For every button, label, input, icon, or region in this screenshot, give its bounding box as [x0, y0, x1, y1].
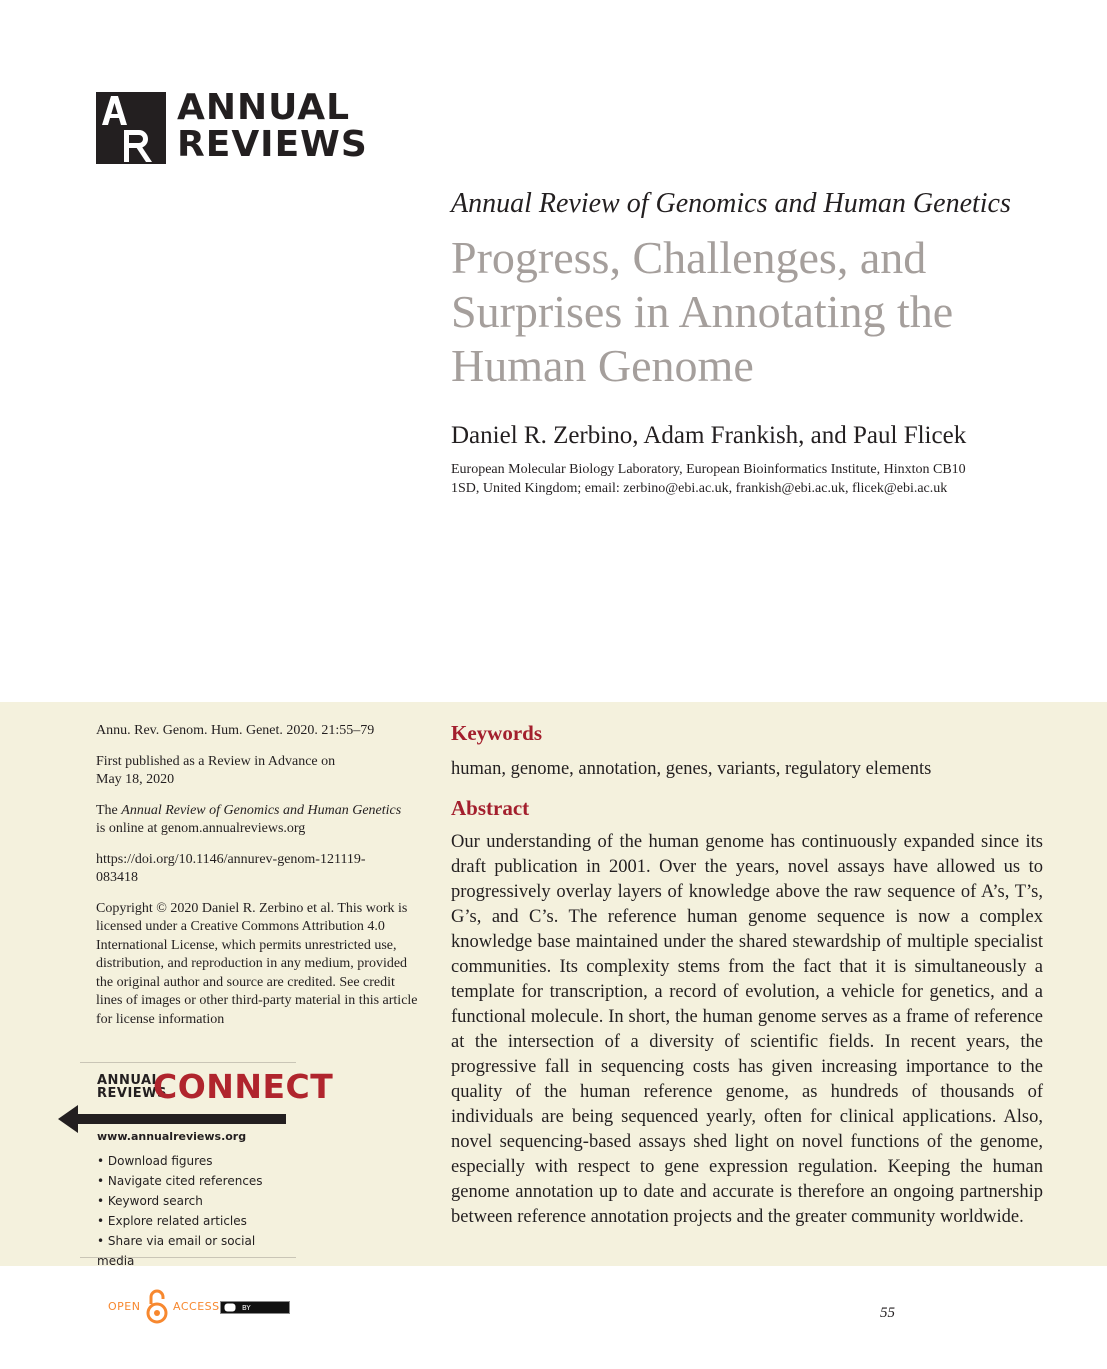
logo-line-2: REVIEWS [177, 124, 368, 165]
list-item: • Download figures [97, 1151, 296, 1171]
article-metadata [96, 722, 421, 1041]
connect-small-line-2: REVIEWS [97, 1086, 167, 1101]
published-line-1: First published as a Review in Advance on [96, 753, 336, 769]
logo-line-1: ANNUAL [177, 87, 351, 128]
open-access-lock-icon [145, 1288, 169, 1324]
connect-small-line-1: ANNUAL [97, 1073, 161, 1088]
list-item: • Keyword search [97, 1191, 296, 1211]
connect-feature-list [97, 1151, 296, 1271]
online-journal: Annual Review of Genomics and Human Genetics [121, 802, 402, 818]
published-date [96, 753, 421, 790]
list-item: • Share via email or social media [97, 1231, 296, 1271]
article-title [451, 231, 1071, 393]
annual-reviews-logo [96, 87, 371, 166]
journal-name: Annual Review of Genomics and Human Genetics [451, 188, 1011, 219]
affiliation-line-1: European Molecular Biology Laboratory, European Bioinformatics Institute, Hinxton CB10 [451, 462, 966, 477]
doi-line-1: https://doi.org/10.1146/annurev-genom-121119- [96, 851, 366, 867]
page-number: 55 [880, 1305, 895, 1321]
online-suffix: is online at genom.annualreviews.org [96, 821, 306, 836]
cc-icon [224, 1303, 236, 1312]
title-line-2: Surprises in Annotating the [451, 286, 954, 337]
keywords-heading: Keywords [451, 721, 542, 745]
copyright-notice: Copyright © 2020 Daniel R. Zerbino et al. This work is licensed under a Creative Commons Attribution 4.0 International License, which permits unrestricted use, distribution, and reproduction in any medium, provided the original author and source are credited. See credit lines of images or other third-party material in this article for license information [96, 900, 418, 1027]
connect-url[interactable]: www.annualreviews.org [97, 1130, 247, 1143]
title-line-3: Human Genome [451, 340, 754, 391]
title-line-1: Progress, Challenges, and [451, 232, 927, 283]
abstract-body: Our understanding of the human genome has continuously expanded since its draft publication in 2001. Over the years, novel assays have allowed us to progressively overlay layers of knowledge above the raw sequence of A’s, T’s, G’s, and C’s. The reference human genome sequence is now a complex knowledge base maintained under the shared stewardship of multiple specialist communities. Its complexity stems from the fact that it is simultaneously a template for transcription, a record of evolution, a vehicle for genetics, and a functional molecule. In short, the human genome serves as a frame of reference at the intersection of a diversity of scientific fields. In recent years, the progressive fall in sequencing costs has given increasing importance to the quality of the human reference genome, as hundreds of thousands of individuals are being sequenced yearly, often for clinical applications. Also, novel sequencing-based assays shed light on novel functions of the genome, especially with respect to gene expression regulation. Keeping the human genome annotation up to date and accurate is therefore an ongoing partnership between reference annotation projects and the greater community worldwide. [451, 832, 1043, 1227]
ar-logo-mark-icon [96, 92, 166, 164]
annual-reviews-connect-box[interactable] [80, 1062, 334, 1268]
doi-line-2: 083418 [96, 870, 138, 885]
affiliation-line-2: 1SD, United Kingdom; email: zerbino@ebi.ac.uk, frankish@ebi.ac.uk, flicek@ebi.ac.uk [451, 481, 948, 496]
authors: Daniel R. Zerbino, Adam Frankish, and Paul Flicek [451, 422, 967, 449]
open-access-badge [108, 1288, 298, 1324]
online-note [96, 802, 421, 839]
affiliation [451, 460, 1031, 498]
doi-link[interactable] [96, 851, 421, 888]
list-item: • Navigate cited references [97, 1171, 296, 1191]
cc-license-label: BY [242, 1303, 251, 1312]
citation: Annu. Rev. Genom. Hum. Genet. 2020. 21:55–79 [96, 723, 375, 738]
list-item: • Explore related articles [97, 1211, 296, 1231]
published-line-2: May 18, 2020 [96, 772, 175, 787]
connect-wordmark: CONNECT [153, 1067, 334, 1106]
oa-access-label: ACCESS [173, 1300, 220, 1313]
cc-license-badge [220, 1301, 290, 1314]
abstract-heading: Abstract [451, 796, 530, 820]
keywords-list: human, genome, annotation, genes, variants, regulatory elements [451, 759, 932, 779]
oa-open-label: OPEN [108, 1300, 141, 1313]
logo-wordmark [177, 89, 368, 163]
online-prefix: The [96, 802, 122, 818]
